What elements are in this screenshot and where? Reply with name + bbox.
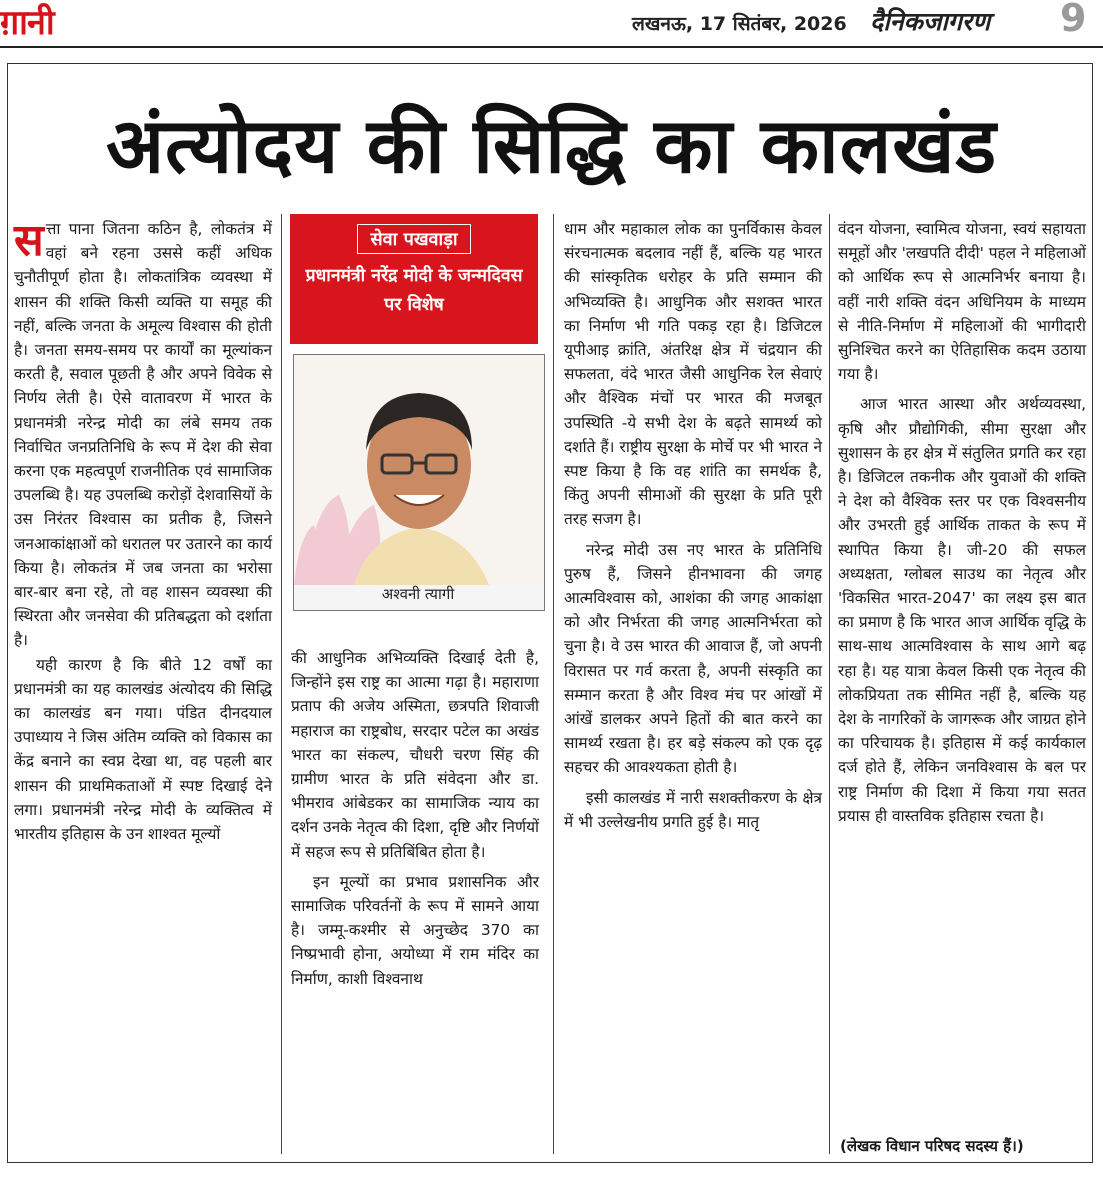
author-portrait-image <box>294 355 544 585</box>
page-number: 9 <box>1060 0 1087 40</box>
paragraph: नरेन्द्र मोदी उस नए भारत के प्रतिनिधि पुरुष हैं, जिसने हीनभावना की जगह आत्मविश्वास को, आशंका की जगह आकांक्षा को और निर्भरता की जगह आत्मनिर्भरता को चुना है। वे उस भारत की आवाज हैं, जो अपनी विरासत पर गर्व करता है, अपनी संस्कृति का सम्मान करता है और विश्व मंच पर आंखों में आंखें डालकर अपने हितों की बात करने का सामर्थ्य रखता है। हर बड़े संकल्प को एक दृढ़ सहचर की आवश्यकता होती है। <box>564 540 822 777</box>
paragraph: त्ता पाना जितना कठिन है, लोकतंत्र में वहां बने रहना उससे कहीं अधिक चुनौतीपूर्ण होता है। लोकतांत्रिक व्यवस्था में शासन की शक्ति किसी व्यक्ति या समूह की नहीं, बल्कि जनता के अमूल्य विश्वास की होती है। जनता समय-समय पर कार्यों का मूल्यांकन करती है, सवाल पूछती है और अपने विवेक से निर्णय लेती है। ऐसे वातावरण में भारत के प्रधानमंत्री नरेन्द्र मोदी का लंबे समय तक निर्वाचित जनप्रतिनिधि के रूप में देश की सेवा करना एक महत्वपूर्ण राजनीतिक एवं सामाजिक उपलब्धि है। यह उपलब्धि करोड़ों देशवासियों के उस निरंतर विश्वास का प्रतीक है, जिसने जनआकांक्षाओं को धरातल पर उतारने का कार्य किया है। लोकतंत्र में जब जनता का भरोसा बार-बार बना रहे, तो वह शासन व्यवस्था की स्थिरता और जनसेवा की प्रतिबद्धता को दर्शाता है। <box>14 220 272 650</box>
author-caption: अश्वनी त्यागी <box>381 585 455 603</box>
feature-subtitle: प्रधानमंत्री नरेंद्र मोदी के जन्मदिवस पर विशेष <box>305 266 523 315</box>
feature-box <box>290 214 538 344</box>
paragraph: वंदन योजना, स्वामित्व योजना, स्वयं सहायता समूहों और 'लखपति दीदी' पहल ने महिलाओं को आर्थिक रूप से आत्मनिर्भर बनाया है। वहीं नारी शक्ति वंदन अधिनियम के माध्यम से नीति-निर्माण में महिलाओं की भागीदारी सुनिश्चित करने का ऐतिहासिक कदम उठाया गया है। <box>838 220 1086 384</box>
author-note: (लेखक विधान परिषद सदस्य हैं।) <box>840 1137 1024 1155</box>
paragraph: धाम और महाकाल लोक का पुनर्विकास केवल संरचनात्मक बदलाव नहीं हैं, बल्कि यह भारत की सांस्कृतिक धरोहर के प्रति सम्मान की अभिव्यक्ति है। आधुनिक और सशक्त भारत का निर्माण भी गति पकड़ रहा है। डिजिटल यूपीआइ क्रांति, अंतरिक्ष क्षेत्र में चंद्रयान की सफलता, वंदे भारत जैसी आधुनिक रेल सेवाएं और वैश्विक मंचों पर भारत की मजबूत उपस्थिति -ये सभी देश के बढ़ते सामर्थ्य को दर्शाते हैं। राष्ट्रीय सुरक्षा के मोर्चे पर भी भारत ने स्पष्ट किया है कि वह शांति का समर्थक है, किंतु अपनी सीमाओं की सुरक्षा के प्रति पूरी तरह सजग है। <box>564 220 822 529</box>
column-4 <box>838 217 1086 828</box>
paragraph: इसी कालखंड में नारी सशक्तीकरण के क्षेत्र में भी उल्लेखनीय प्रगति हुई है। मातृ <box>564 788 822 831</box>
paragraph: इन मूल्यों का प्रभाव प्रशासनिक और सामाजिक परिवर्तनों के रूप में सामने आया है। जम्मू-कश्मीर से अनुच्छेद 370 का निष्प्रभावी होना, अयोध्या में राम मंदिर का निर्माण, काशी विश्वनाथ <box>291 872 539 988</box>
column-divider <box>829 214 830 1154</box>
dateline: लखनऊ, 17 सितंबर, 2026 <box>632 13 847 35</box>
paragraph: की आधुनिक अभिव्यक्ति दिखाई देती है, जिन्होंने इस राष्ट्र का आत्मा गढ़ा है। महाराणा प्रताप की अजेय अस्मिता, छत्रपति शिवाजी महाराज का राष्ट्रबोध, सरदार पटेल का अखंड भारत का संकल्प, चौधरी चरण सिंह की ग्रामीण भारत के प्रति संवेदना और डा. भीमराव आंबेडकर का सामाजिक न्याय का दर्शन उनके नेतृत्व की दिशा, दृष्टि और निर्णयों में सहज रूप से प्रतिबिंबित होता है। <box>291 649 539 861</box>
brand-fragment: ग़ानी <box>0 3 54 43</box>
column-1 <box>14 217 272 846</box>
column-2 <box>291 646 539 991</box>
masthead <box>0 0 1103 48</box>
paragraph: आज भारत आस्था और अर्थव्यवस्था, कृषि और प्रौद्योगिकी, सीमा सुरक्षा और सुशासन के हर क्षेत्र में संतुलित प्रगति कर रहा है। डिजिटल तकनीक और युवाओं की शक्ति ने देश को वैश्विक स्तर पर एक विश्वसनीय और उभरती हुई आर्थिक ताकत के रूप में स्थापित किया है। जी-20 की सफल अध्यक्षता, ग्लोबल साउथ का नेतृत्व और 'विकसित भारत-2047' का लक्ष्य इस बात का प्रमाण है कि भारत आज आर्थिक वृद्धि के साथ-साथ आत्मविश्वास के साथ आगे बढ़ रहा है। यह यात्रा केवल किसी एक नेतृत्व की लोकप्रियता तक सीमित नहीं है, बल्कि यह देश के नागरिकों के जागरूक और जाग्रत होने का परिचायक है। इतिहास में कई कार्यकाल दर्ज होते हैं, लेकिन जनविश्वास के बल पर राष्ट्र निर्माण की दिशा में किया गया सतत प्रयास ही वास्तविक इतिहास रचता है। <box>838 395 1086 825</box>
newspaper-logo: दैनिकजागरण <box>870 7 991 36</box>
column-3 <box>564 217 822 834</box>
column-divider <box>281 214 282 1154</box>
feature-kicker: सेवा पखवाड़ा <box>357 224 470 254</box>
author-photo <box>293 354 545 611</box>
article-headline: अंत्योदय की सिद्धि का कालखंड <box>105 101 998 190</box>
dropcap: स <box>14 215 44 266</box>
column-divider <box>553 214 554 1154</box>
paragraph: यही कारण है कि बीते 12 वर्षों का प्रधानमंत्री का यह कालखंड अंत्योदय की सिद्धि का कालखंड बन गया। पंडित दीनदयाल उपाध्याय ने जिस अंतिम व्यक्ति को विकास का केंद्र बनाने का स्वप्न देखा था, वह पहली बार शासन की प्राथमिकताओं में स्पष्ट दिखाई देने लगा। प्रधानमंत्री नरेन्द्र मोदी के व्यक्तित्व में भारतीय इतिहास के उन शाश्वत मूल्यों <box>14 655 272 844</box>
